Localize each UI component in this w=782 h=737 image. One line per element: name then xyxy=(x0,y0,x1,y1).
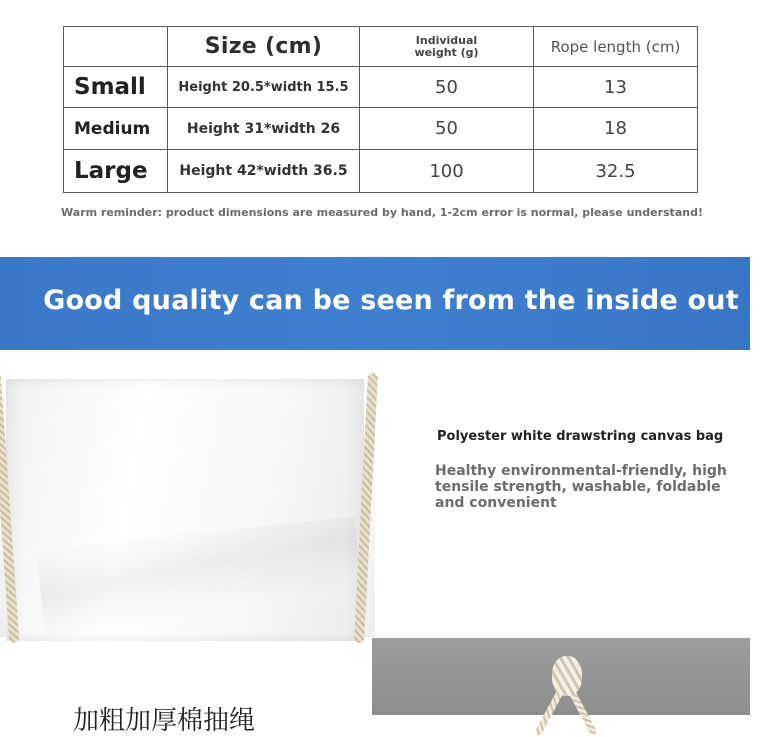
drawstring-knot xyxy=(552,656,582,696)
row-rope-length: 18 xyxy=(534,108,698,150)
product-photo-drawstring xyxy=(372,638,750,715)
row-dimensions: Height 42*width 36.5 xyxy=(168,150,360,193)
product-photo-bag xyxy=(0,383,375,637)
row-label-medium: Medium xyxy=(64,108,168,150)
row-dimensions: Height 20.5*width 15.5 xyxy=(168,67,360,108)
row-label-large: Large xyxy=(64,150,168,193)
header-rope-length: Rope length (cm) xyxy=(534,27,698,67)
row-weight: 50 xyxy=(360,108,534,150)
header-weight-line1: Individual xyxy=(415,33,478,47)
header-size: Size (cm) xyxy=(168,27,360,67)
row-rope-length: 13 xyxy=(534,67,698,108)
row-weight: 100 xyxy=(360,150,534,193)
bottom-caption: 加粗加厚棉抽绳 xyxy=(73,706,256,736)
table-row xyxy=(64,67,698,108)
size-table xyxy=(63,26,698,193)
row-label-small: Small xyxy=(64,67,168,108)
header-weight xyxy=(360,27,534,67)
product-description: Healthy environmental-friendly, high tensile strength, washable, foldable and convenient xyxy=(435,463,727,511)
row-weight: 50 xyxy=(360,67,534,108)
measurement-reminder: Warm reminder: product dimensions are measured by hand, 1-2cm error is normal, please understand! xyxy=(61,206,703,219)
table-corner-cell xyxy=(64,27,168,67)
quality-banner xyxy=(0,257,750,350)
table-row xyxy=(64,108,698,150)
header-weight-line2: weight (g) xyxy=(414,45,479,59)
banner-title: Good quality can be seen from the inside out xyxy=(43,285,739,316)
row-dimensions: Height 31*width 26 xyxy=(168,108,360,150)
product-name: Polyester white drawstring canvas bag xyxy=(437,429,724,444)
table-row xyxy=(64,150,698,193)
table-header-row xyxy=(64,27,698,67)
row-rope-length: 32.5 xyxy=(534,150,698,193)
